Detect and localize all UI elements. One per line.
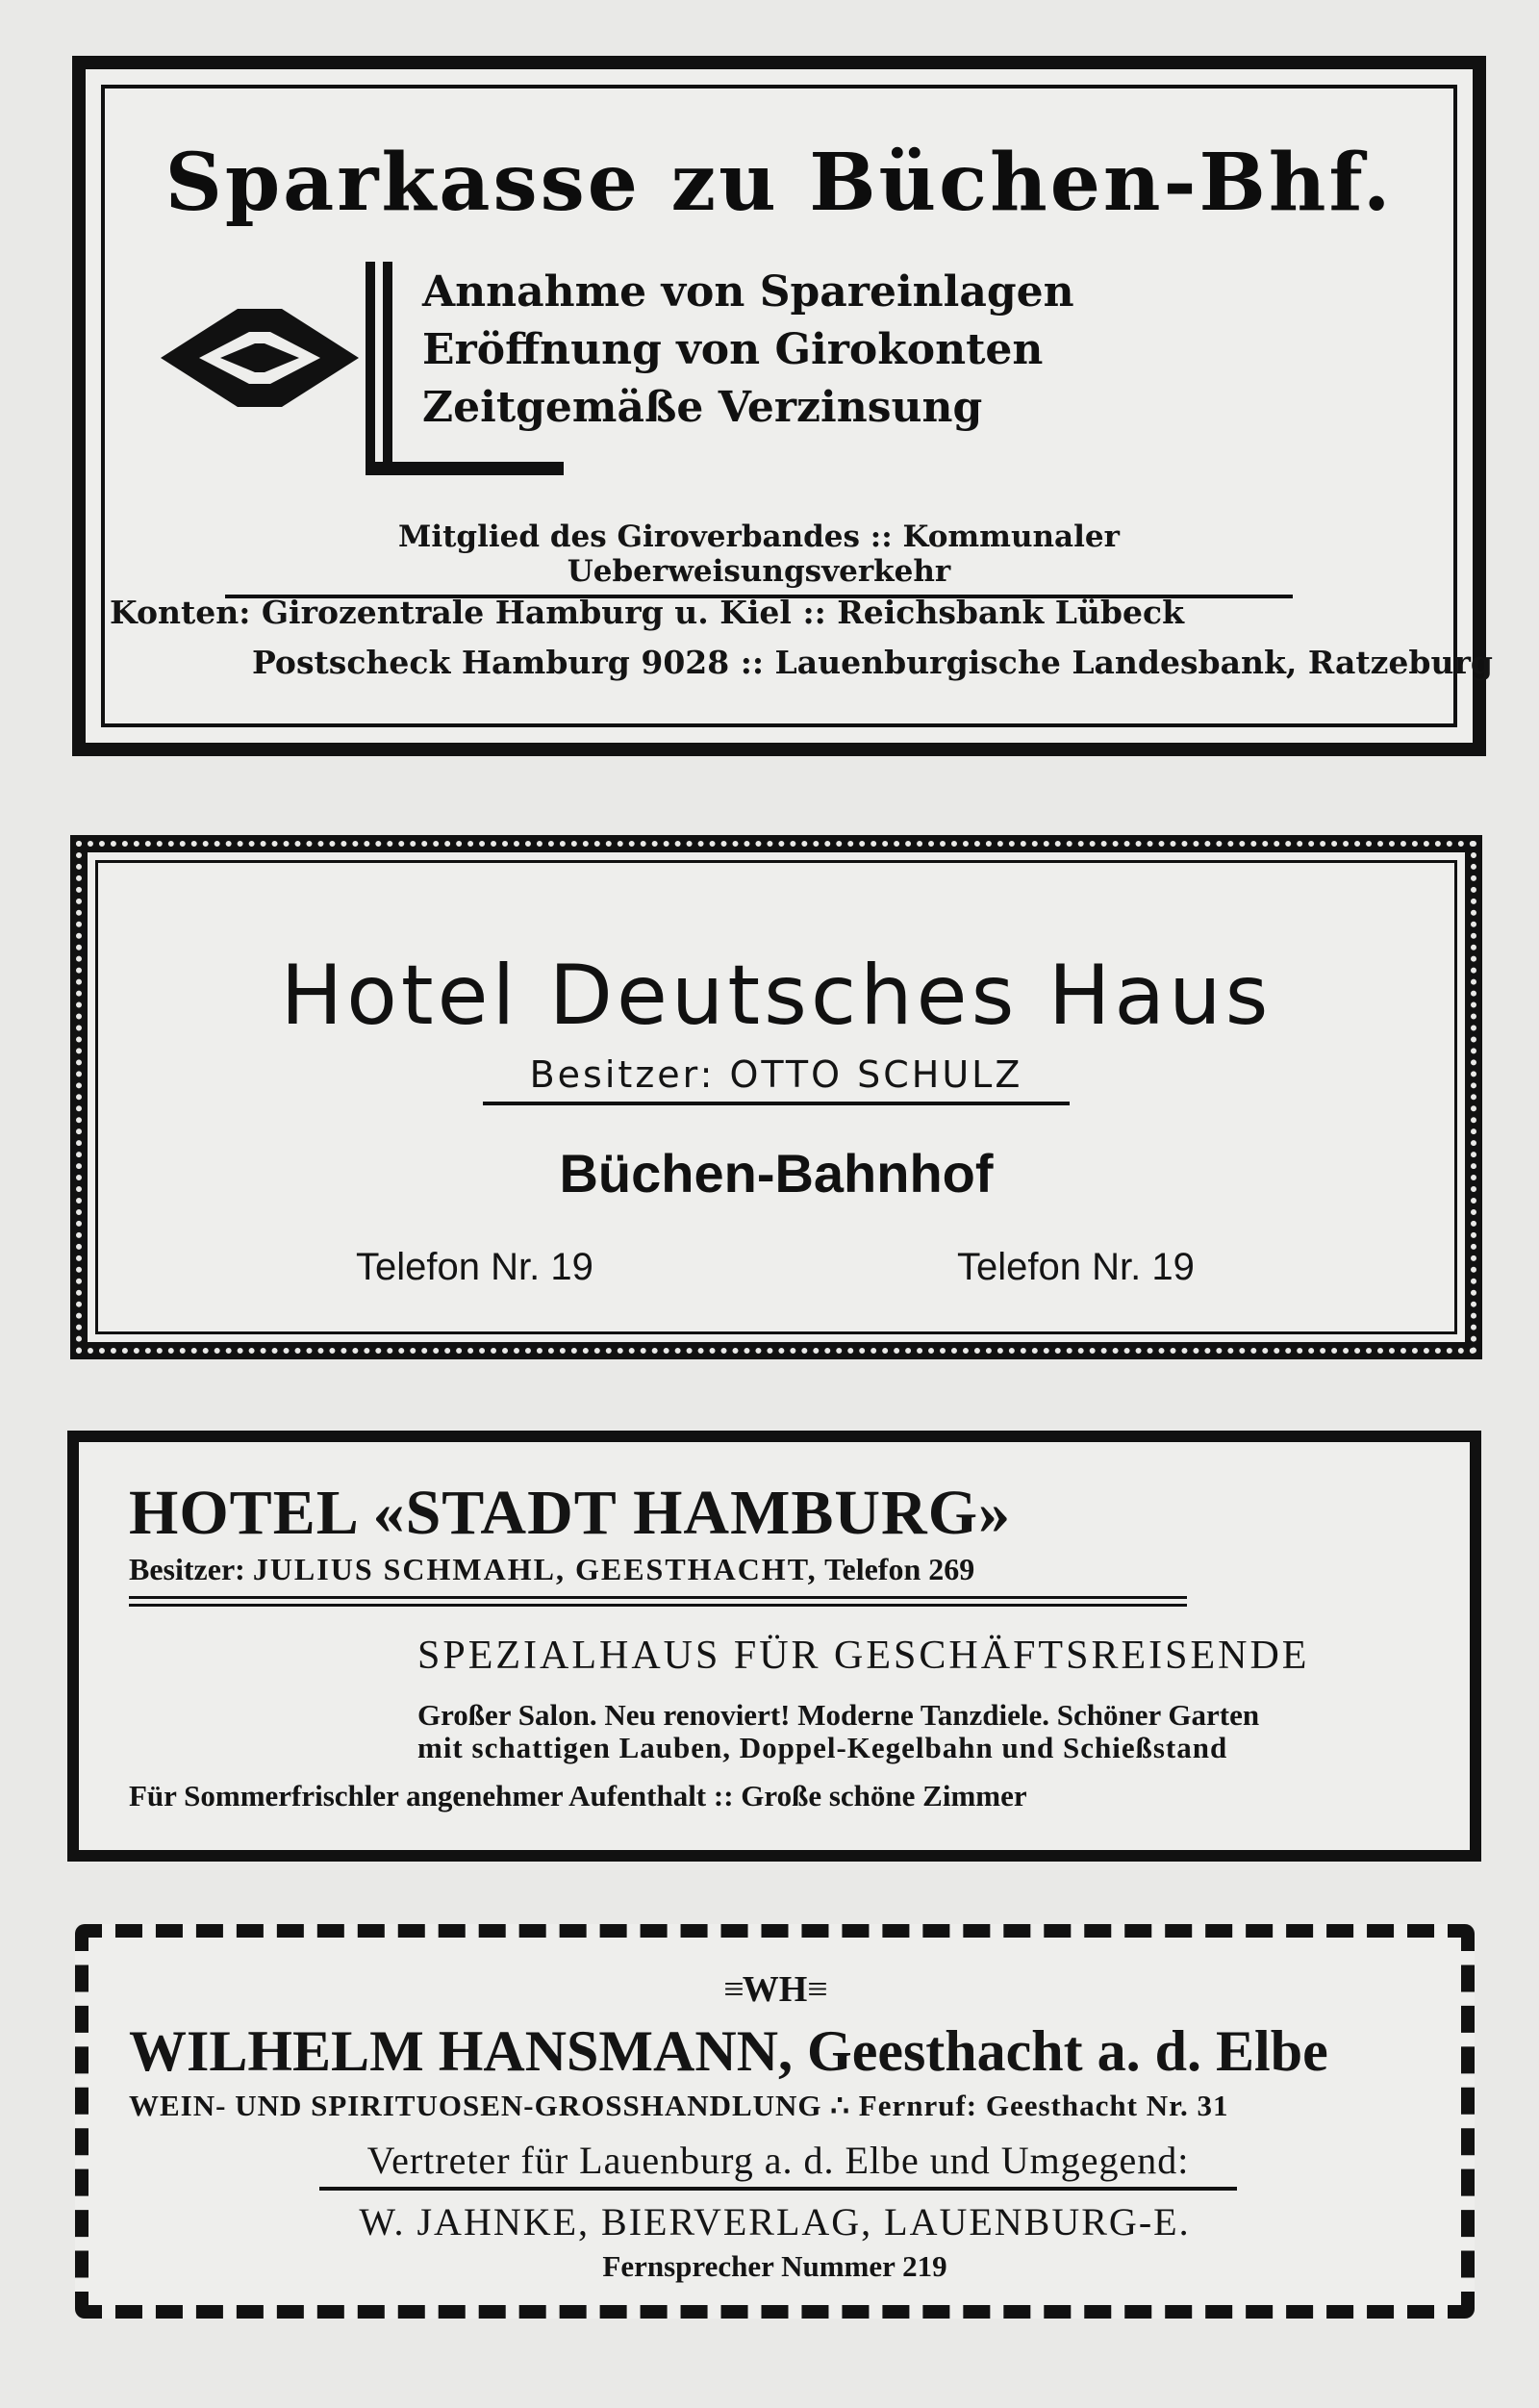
hansmann-ad [75,1924,1475,2319]
sparkasse-accounts-line: Postscheck Hamburg 9028 :: Lauenburgische Landesbank, Ratzeburg [252,644,1493,681]
divider [129,1604,1187,1607]
hotel-stadt-hamburg-ad [67,1431,1481,1862]
divider [129,1596,1187,1599]
sparkasse-title: Sparkasse zu Büchen-Bhf. [164,137,1394,229]
stadt-hamburg-footer: Für Sommerfrischler angenehmer Aufenthalt :: Große schöne Zimmer [129,1779,1027,1812]
hansmann-trade: WEIN- UND SPIRITUOSEN-GROSSHANDLUNG ∴ Fernruf: Geesthacht Nr. 31 [129,2089,1229,2122]
sparkasse-accounts-line: Konten: Girozentrale Hamburg u. Kiel :: Reichsbank Lübeck [110,594,1184,631]
deutsches-haus-inner-frame [95,860,1457,1334]
hotel-deutsches-haus-ad [70,835,1482,1359]
stadt-hamburg-owner [129,1552,974,1587]
hansmann-name: WILHELM HANSMANN, Geesthacht a. d. Elbe [129,2019,1328,2083]
hansmann-agent-phone: Fernsprecher Nummer 219 [602,2249,947,2283]
owner-name: JULIUS SCHMAHL, GEESTHACHT, [252,1552,818,1586]
deutsches-haus-location: Büchen-Bahnhof [559,1143,994,1204]
owner-phone: Telefon 269 [824,1552,975,1586]
deutsches-haus-phone: Telefon Nr. 19 [957,1246,1195,1288]
wh-logo [88,1968,1461,2011]
deutsches-haus-title: Hotel Deutsches Haus [280,948,1273,1044]
deutsches-haus-owner: Besitzer: OTTO SCHULZ [483,1053,1070,1105]
hansmann-agent: W. JAHNKE, BIERVERLAG, LAUENBURG-E. [359,2200,1191,2243]
deutsches-haus-phone: Telefon Nr. 19 [356,1246,593,1288]
stadt-hamburg-title: HOTEL «STADT HAMBURG» [129,1478,1012,1548]
owner-label: Besitzer: [129,1552,245,1586]
triple-bar-icon: ≡ [807,1969,826,2010]
sparkasse-membership: Mitglied des Giroverbandes :: Kommunaler Ueberweisungsverkehr [225,520,1293,598]
sparkasse-ad [72,56,1493,756]
wh-logo-text: WH [742,1969,808,2010]
stadt-hamburg-description: Großer Salon. Neu renoviert! Moderne Tanzdiele. Schöner Garten [417,1698,1260,1732]
service-item: Eröffnung von Girokonten [422,325,1044,374]
stadt-hamburg-description: mit schattigen Lauben, Doppel-Kegelbahn und Schießstand [417,1731,1228,1764]
hansmann-representative: Vertreter für Lauenburg a. d. Elbe und Umgegend: [319,2138,1237,2191]
service-item: Zeitgemäße Verzinsung [422,383,983,432]
diamond-ornament-icon [161,305,359,411]
service-item: Annahme von Spareinlagen [422,267,1074,317]
triple-bar-icon: ≡ [723,1969,743,2010]
stadt-hamburg-specialty: SPEZIALHAUS FÜR GESCHÄFTSREISENDE [417,1634,1310,1678]
sparkasse-services-list [422,264,1074,437]
